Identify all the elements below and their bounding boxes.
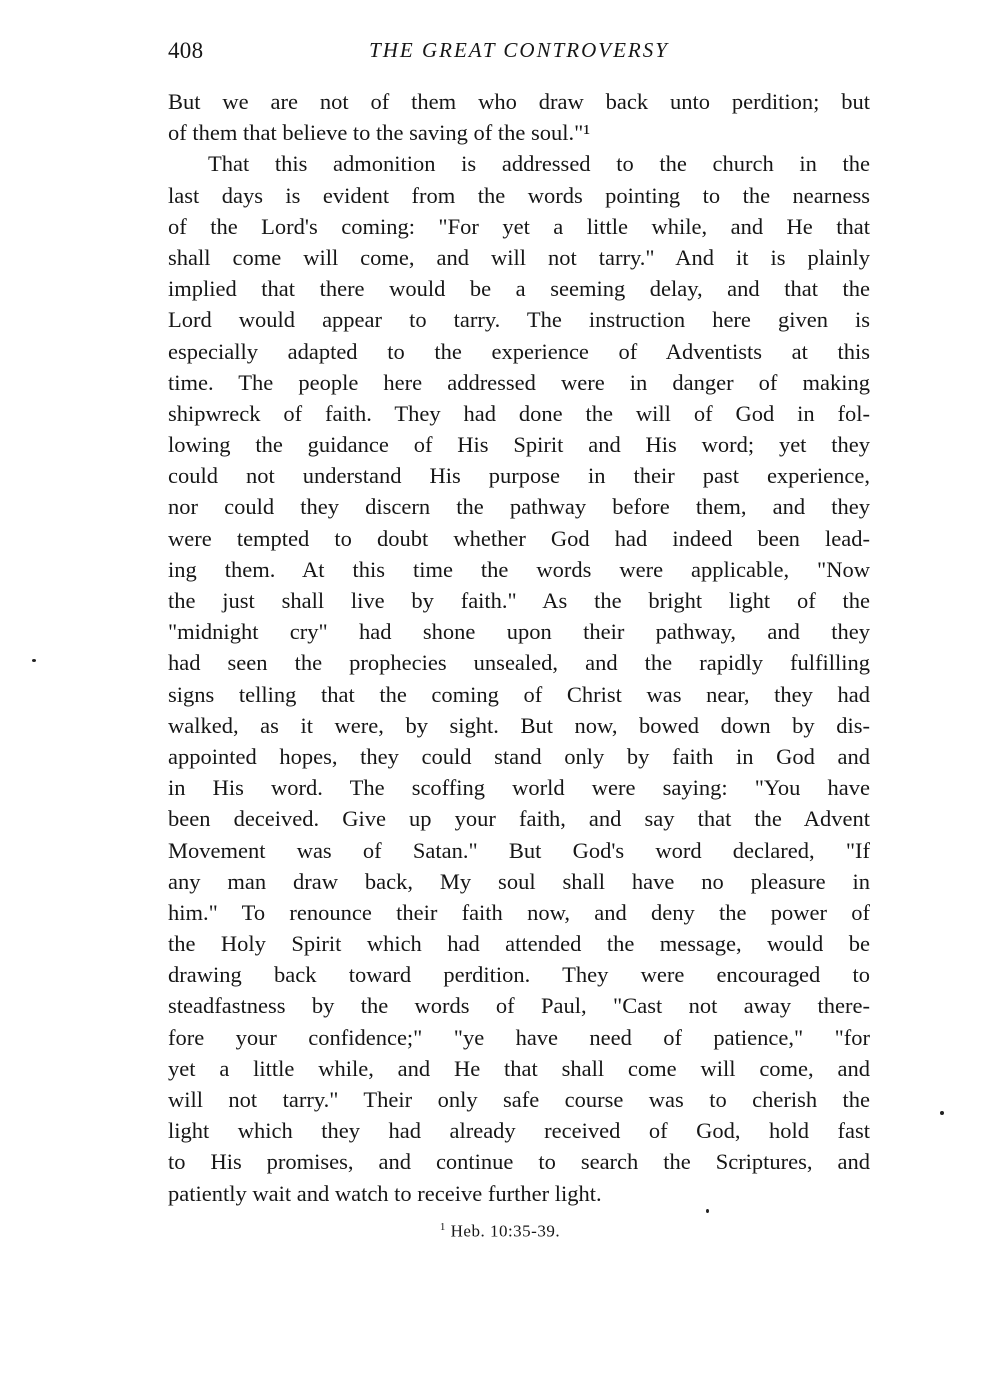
text-line: the Holy Spirit which had attended the message, would be bbox=[168, 931, 870, 957]
text-line: ing them. At this time the words were applicable, "Now bbox=[168, 556, 870, 582]
scan-speck bbox=[706, 1209, 709, 1213]
text-line: been deceived. Give up your faith, and say that the Advent bbox=[168, 806, 870, 832]
text-line: in His word. The scoffing world were saying: "You have bbox=[168, 775, 870, 801]
scan-speck bbox=[32, 659, 36, 662]
text-line: of the Lord's coming: "For yet a little while, and He that bbox=[168, 213, 870, 239]
text-line: the just shall live by faith." As the bright light of the bbox=[168, 588, 870, 613]
text-line: steadfastness by the words of Paul, "Cast not away there- bbox=[168, 993, 870, 1019]
page-number: 408 bbox=[168, 38, 204, 63]
text-line: were tempted to doubt whether God had indeed been lead- bbox=[168, 525, 870, 551]
text-line: to His promises, and continue to search the Scriptures, and bbox=[168, 1149, 870, 1175]
text-line: yet a little while, and He that shall come will come, and bbox=[168, 1055, 870, 1081]
footnote-marker: 1 bbox=[439, 1221, 446, 1233]
text-line: nor could they discern the pathway before them, and they bbox=[168, 494, 870, 520]
text-line: lowing the guidance of His Spirit and His word; yet they bbox=[168, 432, 870, 458]
text-line: Lord would appear to tarry. The instruction here given is bbox=[168, 307, 870, 333]
text-line: light which they had already received of God, hold fast bbox=[168, 1118, 870, 1144]
text-line: patiently wait and watch to receive further light. bbox=[168, 1180, 602, 1206]
text-line: will not tarry." Their only safe course was to cherish the bbox=[168, 1087, 870, 1112]
footnote bbox=[0, 1221, 1000, 1242]
text-line: implied that there would be a seeming delay, and that the bbox=[168, 276, 870, 302]
scan-speck bbox=[940, 1111, 944, 1115]
page-header bbox=[168, 38, 870, 74]
text-line: "midnight cry" had shone upon their pathway, and they bbox=[168, 619, 870, 645]
text-line: could not understand His purpose in their past experience, bbox=[168, 463, 870, 489]
text-line: shipwreck of faith. They had done the will of God in fol- bbox=[168, 400, 870, 426]
text-line: especially adapted to the experience of Adventists at this bbox=[168, 338, 870, 364]
text-line: walked, as it were, by sight. But now, bowed down by dis- bbox=[168, 712, 870, 738]
text-line: time. The people here addressed were in danger of making bbox=[168, 369, 870, 395]
text-line: But we are not of them who draw back unto perdition; but bbox=[168, 89, 870, 114]
text-line: him." To renounce their faith now, and deny the power of bbox=[168, 899, 870, 925]
running-head: THE GREAT CONTROVERSY bbox=[369, 38, 669, 62]
text-line: fore your confidence;" "ye have need of patience," "for bbox=[168, 1024, 870, 1050]
text-line: had seen the prophecies unsealed, and the rapidly fulfilling bbox=[168, 650, 870, 676]
paragraph-first-line: That this admonition is addressed to the church in the bbox=[208, 151, 870, 177]
text-line: last days is evident from the words pointing to the nearness bbox=[168, 182, 870, 208]
text-line: of them that believe to the saving of the soul."¹ bbox=[168, 120, 591, 146]
text-line: Movement was of Satan." But God's word declared, "If bbox=[168, 837, 870, 863]
text-line: any man draw back, My soul shall have no pleasure in bbox=[168, 868, 870, 894]
text-line: signs telling that the coming of Christ was near, they had bbox=[168, 681, 870, 707]
text-line: shall come will come, and will not tarry." And it is plainly bbox=[168, 244, 870, 270]
body-text bbox=[168, 86, 870, 1209]
text-line: appointed hopes, they could stand only by faith in God and bbox=[168, 743, 870, 769]
footnote-text: Heb. 10:35-39. bbox=[450, 1221, 561, 1241]
text-line: drawing back toward perdition. They were encouraged to bbox=[168, 962, 870, 988]
